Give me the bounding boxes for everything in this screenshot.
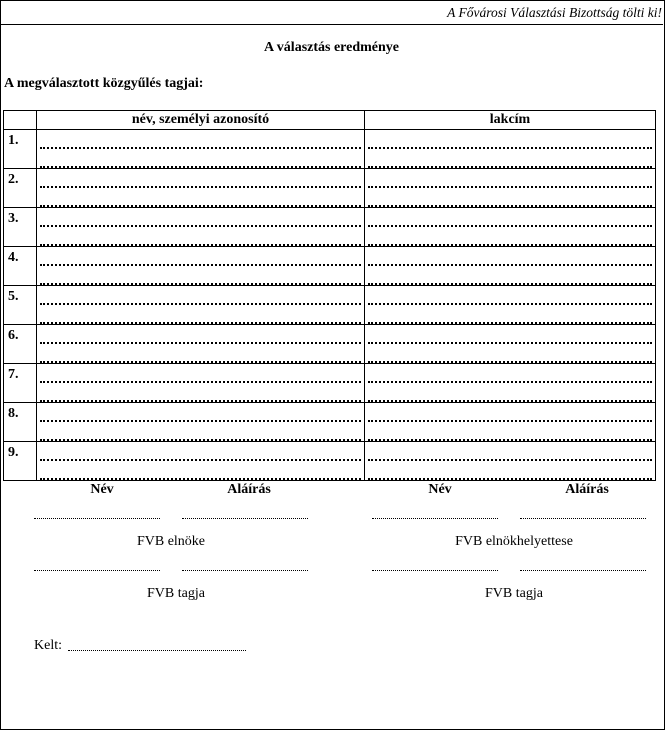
row-number: 5.: [4, 286, 37, 325]
member-left-name-line[interactable]: [34, 570, 160, 571]
header-address: lakcím: [365, 111, 656, 130]
name-id-field[interactable]: [37, 403, 365, 442]
dotted-line: [368, 367, 652, 383]
dotted-line: [368, 406, 652, 422]
name-id-field[interactable]: [37, 169, 365, 208]
table-row: [4, 130, 656, 169]
table-row: [4, 169, 656, 208]
address-field[interactable]: [365, 130, 656, 169]
dated-field-line[interactable]: [68, 650, 246, 651]
name-id-field[interactable]: [37, 364, 365, 403]
address-field[interactable]: [365, 286, 656, 325]
member-left-signature-line[interactable]: [182, 570, 308, 571]
table-row: [4, 208, 656, 247]
dotted-line: [368, 289, 652, 305]
address-field[interactable]: [365, 364, 656, 403]
form-subtitle: A megválasztott közgyűlés tagjai:: [4, 76, 204, 91]
members-table: [3, 110, 656, 481]
dotted-line: [368, 191, 652, 207]
dotted-line: [40, 367, 361, 383]
row-number: 9.: [4, 442, 37, 481]
member-right-label: FVB tagja: [485, 586, 543, 601]
address-field[interactable]: [365, 169, 656, 208]
signature-label-right: Aláírás: [565, 482, 609, 497]
dotted-line: [368, 172, 652, 188]
dotted-line: [40, 269, 361, 285]
address-field[interactable]: [365, 247, 656, 286]
dotted-line: [40, 347, 361, 363]
dotted-line: [368, 211, 652, 227]
table-row: [4, 364, 656, 403]
address-field[interactable]: [365, 208, 656, 247]
dotted-line: [368, 347, 652, 363]
dotted-line: [40, 172, 361, 188]
address-field[interactable]: [365, 442, 656, 481]
dotted-line: [40, 211, 361, 227]
dotted-line: [40, 406, 361, 422]
row-number: 8.: [4, 403, 37, 442]
name-id-field[interactable]: [37, 286, 365, 325]
dotted-line: [368, 425, 652, 441]
header-name-id: név, személyi azonosító: [37, 111, 365, 130]
row-number: 4.: [4, 247, 37, 286]
dotted-line: [40, 250, 361, 266]
header-note: A Fővárosi Választási Bizottság tölti ki!: [447, 5, 662, 20]
name-id-field[interactable]: [37, 325, 365, 364]
dotted-line: [40, 464, 361, 480]
dotted-line: [368, 230, 652, 246]
vice-chair-label: FVB elnökhelyettese: [455, 534, 573, 549]
name-label-left: Név: [90, 482, 114, 497]
table-row: [4, 247, 656, 286]
header-divider: [0, 24, 663, 25]
dotted-line: [40, 386, 361, 402]
dotted-line: [40, 152, 361, 168]
dotted-line: [368, 152, 652, 168]
dotted-line: [368, 269, 652, 285]
row-number: 7.: [4, 364, 37, 403]
form-title: A választás eredménye: [263, 40, 400, 55]
name-id-field[interactable]: [37, 130, 365, 169]
dotted-line: [368, 328, 652, 344]
address-field[interactable]: [365, 403, 656, 442]
row-number: 2.: [4, 169, 37, 208]
chair-name-line[interactable]: [34, 518, 160, 519]
dotted-line: [368, 464, 652, 480]
vice-chair-signature-line[interactable]: [520, 518, 646, 519]
dotted-line: [40, 308, 361, 324]
table-row: [4, 325, 656, 364]
vice-chair-name-line[interactable]: [372, 518, 498, 519]
dotted-line: [368, 133, 652, 149]
table-header-row: [4, 111, 656, 130]
dotted-line: [40, 230, 361, 246]
row-number: 6.: [4, 325, 37, 364]
signature-label-left: Aláírás: [227, 482, 271, 497]
member-right-signature-line[interactable]: [520, 570, 646, 571]
dotted-line: [40, 445, 361, 461]
dotted-line: [368, 386, 652, 402]
chair-signature-line[interactable]: [182, 518, 308, 519]
dotted-line: [368, 445, 652, 461]
name-label-right: Név: [428, 482, 452, 497]
address-field[interactable]: [365, 325, 656, 364]
name-id-field[interactable]: [37, 247, 365, 286]
header-number: [4, 111, 37, 130]
dated-label: Kelt:: [34, 638, 62, 653]
member-right-name-line[interactable]: [372, 570, 498, 571]
table-row: [4, 286, 656, 325]
member-left-label: FVB tagja: [147, 586, 205, 601]
dotted-line: [40, 289, 361, 305]
chair-label: FVB elnöke: [136, 534, 206, 549]
name-id-field[interactable]: [37, 442, 365, 481]
table-row: [4, 442, 656, 481]
table-row: [4, 403, 656, 442]
dotted-line: [368, 308, 652, 324]
dotted-line: [40, 133, 361, 149]
name-id-field[interactable]: [37, 208, 365, 247]
dotted-line: [40, 328, 361, 344]
row-number: 1.: [4, 130, 37, 169]
dotted-line: [40, 425, 361, 441]
dotted-line: [368, 250, 652, 266]
dotted-line: [40, 191, 361, 207]
row-number: 3.: [4, 208, 37, 247]
